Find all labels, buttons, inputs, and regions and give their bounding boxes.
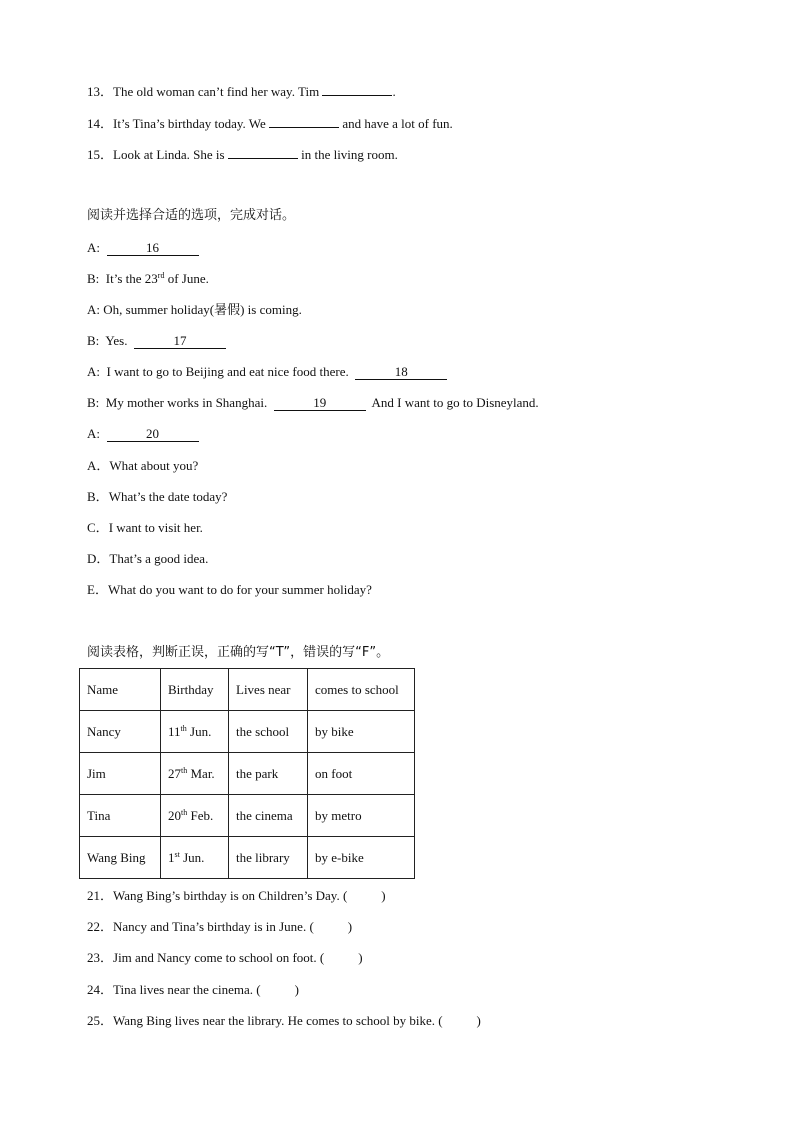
header-comes-to-school: comes to school (308, 669, 415, 711)
table-row (80, 837, 415, 879)
answer-blank[interactable]: 16 (107, 241, 199, 256)
cell-lives-near: the library (229, 837, 308, 879)
question-22: 22．Nancy and Tina’s birthday is in June. ( ) (87, 919, 353, 934)
cell-transport: on foot (308, 753, 415, 795)
option-b: B．What’s the date today? (87, 489, 228, 504)
header-name: Name (80, 669, 161, 711)
cell-birthday: 1st Jun. (161, 837, 229, 879)
cell-transport: by e-bike (308, 837, 415, 879)
option-a: A．What about you? (87, 458, 199, 473)
cell-birthday: 27th Mar. (161, 753, 229, 795)
header-birthday: Birthday (161, 669, 229, 711)
cell-transport: by metro (308, 795, 415, 837)
dialogue-line-1: A: 16 (87, 240, 199, 256)
question-14: 14．It’s Tina’s birthday today. We and have a lot of fun. (87, 116, 453, 131)
table-row (80, 795, 415, 837)
option-e: E．What do you want to do for your summer holiday? (87, 582, 372, 597)
question-text: The old woman can’t find her way. Tim (113, 84, 323, 99)
table-row (80, 711, 415, 753)
answer-blank[interactable]: 18 (355, 365, 447, 380)
header-lives-near: Lives near (229, 669, 308, 711)
option-c: C．I want to visit her. (87, 520, 203, 535)
dialogue-line-2: B: It’s the 23rd of June. (87, 271, 209, 286)
cell-lives-near: the cinema (229, 795, 308, 837)
dialogue-line-6: B: My mother works in Shanghai. 19 And I want to go to Disneyland. (87, 395, 539, 410)
table-header-row (80, 669, 415, 711)
question-13: 13．The old woman can’t find her way. Tim . (87, 84, 396, 99)
question-text: It’s Tina’s birthday today. We (113, 116, 270, 131)
dialogue-line-5: A: I want to go to Beijing and eat nice food there. 18 (87, 364, 447, 380)
question-number: 15 (87, 147, 100, 162)
cell-name: Nancy (80, 711, 161, 753)
question-21: 21．Wang Bing’s birthday is on Children’s Day. ( ) (87, 888, 386, 903)
answer-blank[interactable]: 20 (107, 427, 199, 442)
answer-blank[interactable] (269, 115, 339, 128)
question-24: 24．Tina lives near the cinema. ( ) (87, 982, 299, 997)
question-23: 23．Jim and Nancy come to school on foot. ( ) (87, 950, 363, 965)
dialogue-instruction: 阅读并选择合适的选项，完成对话。 (87, 208, 296, 223)
table-row (80, 753, 415, 795)
answer-blank[interactable] (228, 146, 298, 159)
question-25: 25．Wang Bing lives near the library. He comes to school by bike. ( ) (87, 1013, 481, 1028)
question-number: 14 (87, 116, 100, 131)
dialogue-line-3: A: Oh, summer holiday(暑假) is coming. (87, 302, 302, 317)
option-d: D．That’s a good idea. (87, 551, 209, 566)
cell-birthday: 20th Feb. (161, 795, 229, 837)
dialogue-line-4: B: Yes. 17 (87, 333, 226, 349)
cell-transport: by bike (308, 711, 415, 753)
question-text: Look at Linda. She is (113, 147, 228, 162)
cell-lives-near: the school (229, 711, 308, 753)
answer-blank[interactable] (322, 83, 392, 96)
dialogue-line-7: A: 20 (87, 426, 199, 442)
cell-lives-near: the park (229, 753, 308, 795)
answer-blank[interactable]: 17 (134, 334, 226, 349)
cell-birthday: 11th Jun. (161, 711, 229, 753)
info-table (79, 668, 415, 879)
question-number: 13 (87, 84, 100, 99)
cell-name: Tina (80, 795, 161, 837)
cell-name: Jim (80, 753, 161, 795)
answer-blank[interactable]: 19 (274, 396, 366, 411)
question-15: 15．Look at Linda. She is in the living room. (87, 147, 398, 162)
table-instruction: 阅读表格，判断正误，正确的写“T”，错误的写“F”。 (87, 645, 390, 660)
cell-name: Wang Bing (80, 837, 161, 879)
